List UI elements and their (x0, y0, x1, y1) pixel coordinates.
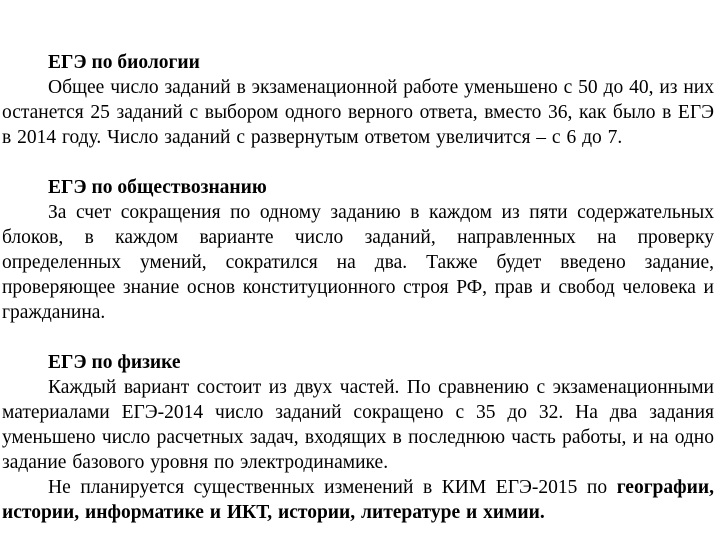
section-physics (2, 350, 714, 525)
section-social-science (2, 175, 714, 325)
section-paragraph: Общее число заданий в экзаменационной работе уменьшено с 50 до 40, из них останется 25 заданий с выбором одного верного ответа, вместо 36, как было в ЕГЭ в 2014 году. Число заданий с развернутым ответом увеличится – с 6 до 7. (2, 77, 714, 148)
closing-paragraph (2, 475, 714, 525)
section-biology (2, 50, 714, 150)
section-paragraph: Каждый вариант состоит из двух частей. По сравнению с экзаменационными материалами ЕГЭ-2014 число заданий сокращено с 35 до 32. На два задания уменьшено число расчетных задач, входящих в последнюю часть работы, и на одно задание базового уровня по электродинамике. (2, 377, 714, 473)
closing-bold-text: географии, истории, информатике и ИКТ, истории, литературе и химии. (2, 477, 714, 523)
section-heading-social-science: ЕГЭ по обществознанию (48, 177, 267, 198)
section-heading-biology: ЕГЭ по биологии (48, 52, 200, 73)
section-heading-physics: ЕГЭ по физике (48, 352, 181, 373)
closing-regular-text: Не планируется существенных изменений в КИМ ЕГЭ-2015 по (48, 477, 617, 498)
section-paragraph: За счет сокращения по одному заданию в каждом из пяти содержательных блоков, в каждом варианте число заданий, направленных на проверку определенных умений, сократился на два. Также будет введено задание, проверяющее знание основ конституционного строя РФ, прав и свобод человека и гражданина. (2, 202, 714, 323)
